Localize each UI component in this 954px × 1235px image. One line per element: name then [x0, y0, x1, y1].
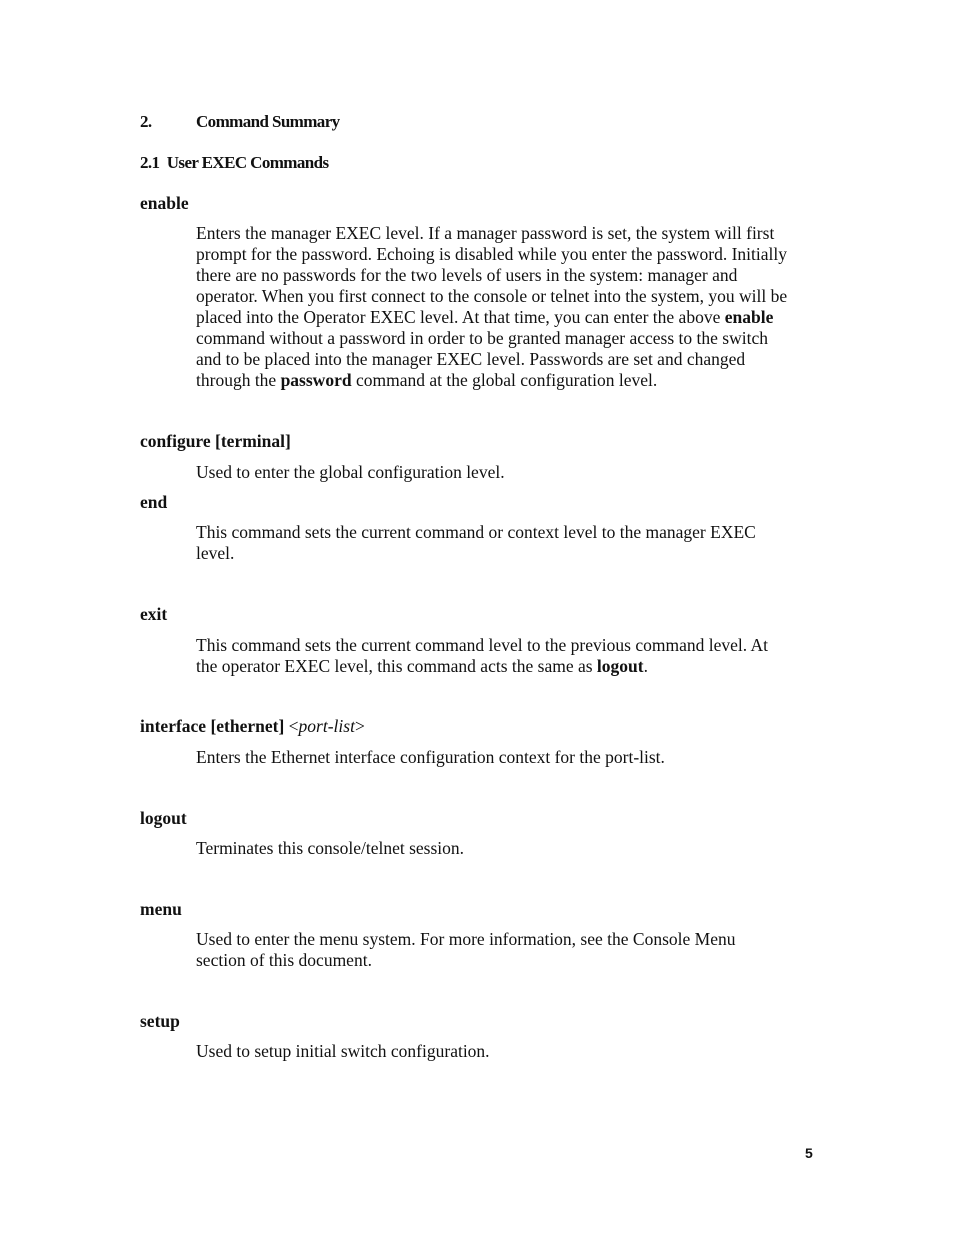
- enable-desc-line: Enters the manager EXEC level. If a manager password is set, the system will first: [196, 223, 775, 243]
- menu-desc-line: Used to enter the menu system. For more information, see the Console Menu: [196, 929, 736, 949]
- bold-enable-keyword: enable: [724, 307, 774, 327]
- arg-close-bracket: >: [354, 716, 365, 736]
- enable-desc-line: [196, 370, 814, 391]
- subsection-title: 2.1 User EXEC Commands: [140, 153, 329, 172]
- section-number: 2.: [140, 112, 152, 131]
- arg-open-bracket: <: [288, 716, 299, 736]
- enable-desc-line: there are no passwords for the two levels of users in the system: manager and: [196, 265, 738, 285]
- command-logout-description: Terminates this console/telnet session.: [196, 838, 465, 858]
- port-list-argument: port-list: [298, 716, 355, 736]
- command-interface-description: Enters the Ethernet interface configuration context for the port-list.: [196, 747, 665, 767]
- command-menu-heading: menu: [140, 899, 182, 919]
- enable-desc-text: through the: [196, 370, 281, 390]
- enable-desc-text: command at the global configuration level.: [351, 370, 658, 390]
- bold-logout-keyword: logout: [596, 656, 644, 676]
- command-interface-heading: [140, 716, 365, 737]
- bold-password-keyword: password: [280, 370, 352, 390]
- enable-desc-text: placed into the Operator EXEC level. At that time, you can enter the above: [196, 307, 725, 327]
- command-setup-description: Used to setup initial switch configuration.: [196, 1041, 490, 1061]
- command-menu-description: [196, 929, 814, 971]
- command-enable-heading: enable: [140, 193, 189, 213]
- enable-desc-line: operator. When you first connect to the console or telnet into the system, you will be: [196, 286, 788, 306]
- enable-desc-line: [196, 307, 814, 328]
- exit-desc-text: .: [643, 656, 648, 676]
- end-desc-line: level.: [196, 543, 235, 563]
- command-end-description: [196, 522, 814, 564]
- command-logout-heading: logout: [140, 808, 187, 828]
- exit-desc-text: the operator EXEC level, this command acts the same as: [196, 656, 597, 676]
- enable-desc-line: command without a password in order to be granted manager access to the switch: [196, 328, 768, 348]
- command-setup-heading: setup: [140, 1011, 180, 1031]
- interface-command-name: interface [ethernet]: [140, 716, 289, 736]
- command-exit-heading: exit: [140, 604, 168, 624]
- page-number: 5: [805, 1145, 813, 1161]
- command-exit-description: [196, 635, 814, 677]
- exit-desc-line: [196, 656, 814, 677]
- menu-desc-line: section of this document.: [196, 950, 372, 970]
- enable-desc-line: and to be placed into the manager EXEC level. Passwords are set and changed: [196, 349, 746, 369]
- command-end-heading: end: [140, 492, 168, 512]
- exit-desc-line: This command sets the current command level to the previous command level. At: [196, 635, 769, 655]
- enable-desc-line: prompt for the password. Echoing is disabled while you enter the password. Initially: [196, 244, 787, 264]
- command-configure-heading: configure [terminal]: [140, 431, 291, 451]
- command-configure-description: Used to enter the global configuration level.: [196, 462, 505, 482]
- end-desc-line: This command sets the current command or context level to the manager EXEC: [196, 522, 756, 542]
- section-title: Command Summary: [196, 112, 340, 131]
- command-enable-description: [196, 223, 814, 391]
